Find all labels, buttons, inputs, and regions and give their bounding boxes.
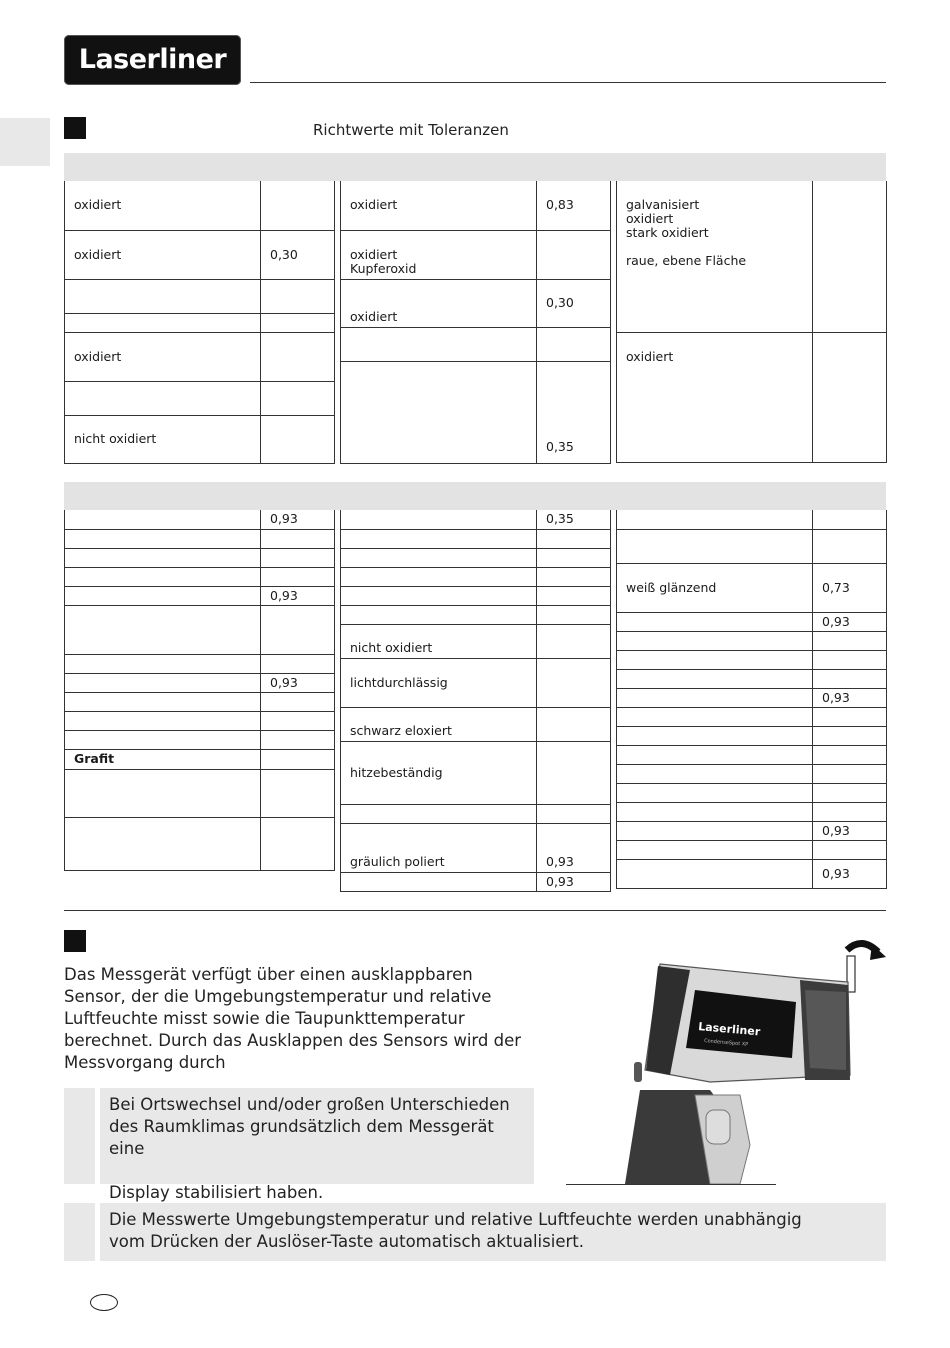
table-row — [341, 586, 611, 605]
head-panel — [805, 990, 846, 1070]
device-illustration — [600, 930, 900, 1190]
section-divider — [64, 910, 886, 911]
table-b-header-band — [64, 482, 886, 510]
table-row: galvanisiert oxidiert stark oxidiert raue, ebene Fläche — [617, 181, 887, 332]
table-row: oxidiert 0,30 — [341, 279, 611, 327]
table-row — [65, 567, 335, 586]
table-b-col3 — [616, 510, 887, 889]
illustration-baseline — [566, 1184, 776, 1185]
table-row: oxidiert — [65, 332, 335, 381]
table-row — [617, 669, 887, 688]
table-row — [617, 840, 887, 859]
table-row — [617, 764, 887, 783]
table-row: 0,93 — [341, 872, 611, 891]
table-row: gräulich poliert 0,93 — [341, 823, 611, 872]
table-row — [617, 726, 887, 745]
table-row: 0,35 — [341, 510, 611, 529]
side-button — [634, 1062, 642, 1082]
table-row: 0,93 — [617, 612, 887, 631]
table-row: Grafit — [65, 749, 335, 769]
header-rule — [250, 82, 886, 83]
table-row: 0,93 — [617, 821, 887, 840]
table-row — [65, 548, 335, 567]
arrow-head-icon — [870, 944, 886, 960]
table-row: oxidiert — [65, 181, 335, 230]
table-row: 0,93 — [617, 688, 887, 707]
info-note-2-text: Die Messwerte Umgebungstemperatur und relative Luftfeuchte werden unabhängig vom Drücken der Auslöser-Taste automatisch aktualisiert. — [109, 1210, 802, 1251]
table-row — [341, 804, 611, 823]
device-model-label: CondenseSpot XP — [703, 1038, 749, 1048]
table-row — [617, 707, 887, 726]
table-row — [65, 769, 335, 817]
table-row: nicht oxidiert — [65, 415, 335, 463]
table-row — [65, 381, 335, 415]
table-row: oxidiert 0,83 — [341, 181, 611, 230]
section-subtitle: Richtwerte mit Toleranzen — [313, 121, 509, 139]
table-row — [65, 692, 335, 711]
language-badge — [90, 1294, 118, 1311]
table-b-col1 — [64, 510, 335, 871]
table-a-col1 — [64, 181, 335, 464]
table-row — [65, 730, 335, 749]
table-row — [65, 529, 335, 548]
table-row — [65, 605, 335, 654]
section-marker-2 — [64, 930, 86, 952]
table-row — [341, 327, 611, 361]
table-row: 0,93 — [65, 586, 335, 605]
side-tab — [0, 118, 50, 166]
table-row: hitzebeständig — [341, 741, 611, 804]
table-row — [65, 817, 335, 870]
note-divider — [95, 1203, 100, 1261]
laserliner-logo: Laserliner — [64, 35, 241, 85]
table-row — [65, 279, 335, 313]
table-row: oxidiert Kupferoxid — [341, 230, 611, 279]
table-a-header-band — [64, 153, 886, 181]
table-row: schwarz eloxiert — [341, 707, 611, 741]
table-row — [617, 529, 887, 563]
table-row — [617, 745, 887, 764]
device-brand-label: Laserliner — [697, 1020, 761, 1039]
info-note-2 — [64, 1203, 886, 1261]
table-a-col2 — [340, 181, 611, 464]
table-row — [65, 313, 335, 332]
table-row — [341, 605, 611, 624]
sensor-description: Das Messgerät verfügt über einen ausklappbaren Sensor, der die Umgebungstemperatur und relative Luftfeuchte misst sowie die Taupunkttemperatur berechnet. Durch das Ausklappen des Sensors wird der Messvorgang durch — [64, 965, 522, 1072]
table-row: 0,35 — [341, 361, 611, 463]
table-row — [617, 802, 887, 821]
note-divider — [95, 1088, 100, 1184]
table-row — [617, 510, 887, 529]
table-row: 0,93 — [65, 673, 335, 692]
table-row — [341, 529, 611, 548]
table-row: 0,93 — [65, 510, 335, 529]
table-row: 0,93 — [617, 859, 887, 888]
table-row: lichtdurchlässig — [341, 658, 611, 707]
table-row: oxidiert — [617, 332, 887, 462]
trigger-button — [706, 1110, 730, 1144]
table-row — [65, 654, 335, 673]
table-row: oxidiert 0,30 — [65, 230, 335, 279]
info-note-1 — [64, 1088, 534, 1202]
table-row — [617, 650, 887, 669]
section-marker-1 — [64, 117, 86, 139]
info-note-1-text: Bei Ortswechsel und/oder großen Unterschieden des Raumklimas grundsätzlich dem Messgerät eine Display stabilisiert haben. — [109, 1095, 510, 1202]
table-b-col2 — [340, 510, 611, 892]
table-row: nicht oxidiert — [341, 624, 611, 658]
table-row — [617, 631, 887, 650]
table-a-col3 — [616, 181, 887, 463]
table-row — [341, 567, 611, 586]
table-row: weiß glänzend 0,73 — [617, 563, 887, 612]
table-row — [617, 783, 887, 802]
table-row — [65, 711, 335, 730]
table-row — [341, 548, 611, 567]
